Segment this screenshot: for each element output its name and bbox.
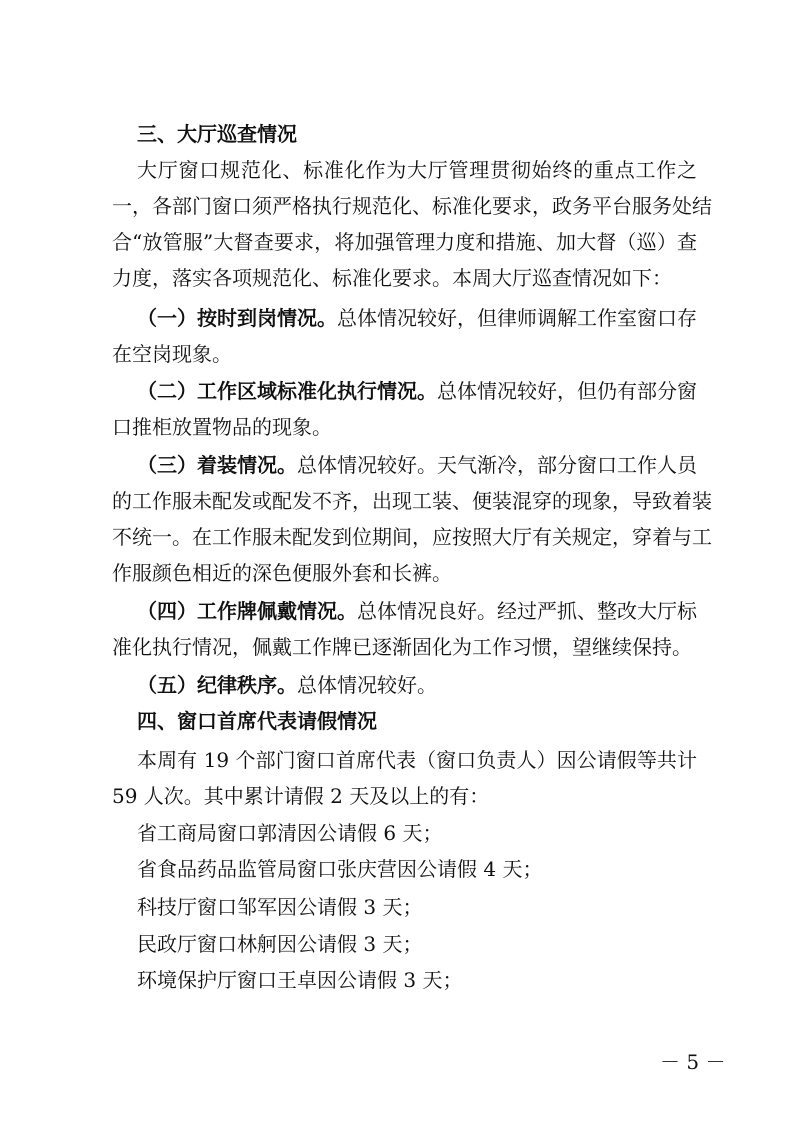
list-item-2-title: （二）工作区域标准化执行情况。 — [137, 379, 437, 403]
section4-intro-line: 本周有 19 个部门窗口首席代表（窗口负责人）因公请假等共计 — [137, 748, 697, 772]
list-item-5-line — [137, 667, 697, 703]
list-item-3-line: 的工作服未配发或配发不齐，出现工装、便装混穿的现象，导致着装 — [112, 489, 712, 513]
leave-list-item: 科技厅窗口邹军因公请假 3 天； — [137, 895, 423, 919]
list-item-3-line: 不统一。在工作服未配发到位期间，应按照大厅有关规定，穿着与工 — [112, 525, 712, 549]
list-item-4-title: （四）工作牌佩戴情况。 — [137, 599, 357, 623]
page-number: － 5 － — [660, 1050, 726, 1074]
list-item-1-title: （一）按时到岗情况。 — [137, 306, 337, 330]
section4-heading: 四、窗口首席代表请假情况 — [137, 709, 377, 733]
list-item-4-line: 准化执行情况，佩戴工作牌已逐渐固化为工作习惯，望继续保持。 — [112, 635, 692, 659]
list-item-3-text: 总体情况较好。天气渐冷，部分窗口工作人员 — [297, 453, 697, 477]
list-item-2-text: 总体情况较好，但仍有部分窗 — [437, 379, 697, 403]
list-item-1-line: 在空岗现象。 — [112, 342, 232, 366]
section3-intro-line: 大厅窗口规范化、标准化作为大厅管理贯彻始终的重点工作之 — [137, 158, 697, 182]
section3-intro-line: 力度，落实各项规范化、标准化要求。本周大厅巡查情况如下： — [112, 266, 672, 290]
leave-list-item: 省工商局窗口郭清因公请假 6 天； — [137, 821, 443, 845]
leave-list-item: 省食品药品监管局窗口张庆营因公请假 4 天； — [137, 857, 543, 881]
list-item-5-title: （五）纪律秩序。 — [137, 673, 297, 697]
list-item-3-line — [137, 447, 697, 483]
list-item-3-line: 作服颜色相近的深色便服外套和长裤。 — [112, 561, 452, 585]
section3-intro-line: 一，各部门窗口须严格执行规范化、标准化要求，政务平台服务处结 — [112, 194, 712, 218]
leave-list-item: 环境保护厅窗口王卓因公请假 3 天； — [137, 968, 463, 992]
leave-list-item: 民政厅窗口林舸因公请假 3 天； — [137, 932, 423, 956]
list-item-2-line: 口推柜放置物品的现象。 — [112, 415, 332, 439]
list-item-5-text: 总体情况较好。 — [297, 673, 437, 697]
section3-heading: 三、大厅巡查情况 — [137, 122, 297, 146]
list-item-3-title: （三）着装情况。 — [137, 453, 297, 477]
list-item-1-text: 总体情况较好，但律师调解工作室窗口存 — [337, 306, 697, 330]
list-item-4-text: 总体情况良好。经过严抓、整改大厅标 — [357, 599, 697, 623]
list-item-2-line — [137, 373, 697, 409]
list-item-1-line — [137, 300, 697, 336]
list-item-4-line — [137, 593, 697, 629]
section4-intro-line: 59 人次。其中累计请假 2 天及以上的有： — [112, 784, 490, 808]
section3-intro-line: 合“放管服”大督查要求，将加强管理力度和措施、加大督（巡）查 — [112, 230, 697, 254]
